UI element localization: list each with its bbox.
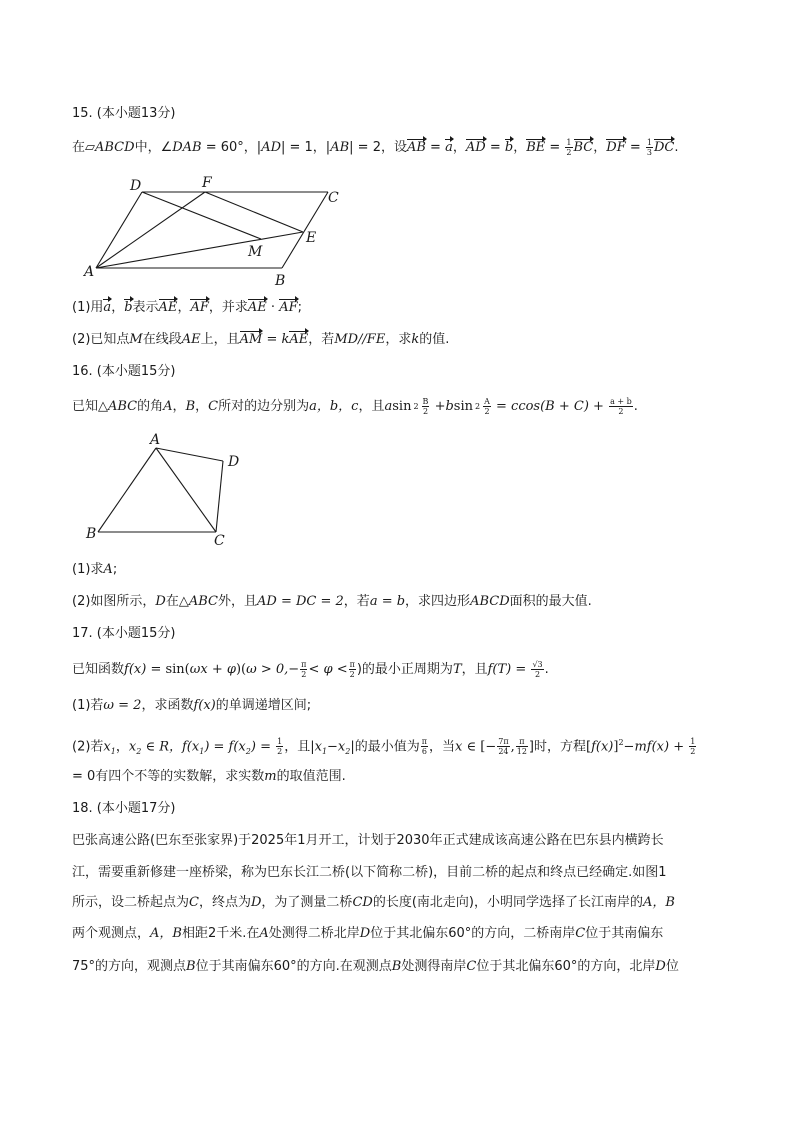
- q18-line2: 江，需要重新修建一座桥梁，称为巴东长江二桥(以下简称二桥)，目前二桥的起点和终点已经确定.如图1: [72, 865, 667, 880]
- label-B: B: [275, 273, 286, 289]
- q17-sub2-line2: = 0有四个不等的实数解，求实数m的取值范围.: [72, 769, 346, 784]
- q15-stem: 在▱ABCD中，∠DAB = 60°，|AD| = 1，|AB| = 2，设AB = a，AD = b，BE = $\frac{1}{2}$ BC，DF = $\frac{1}{3}$ DC.: [72, 138, 679, 157]
- edge-CA: [156, 448, 216, 532]
- q18-line4: 两个观测点，A，B相距2千米.在A处测得二桥北岸D位于其北偏东60°的方向，二桥南岸C位于其南偏东: [72, 926, 664, 941]
- q17-stem: 已知函数f(x) = sin(ωx + φ)(ω > 0,− $\frac{\pi}{2}$ < φ < $\frac{\pi}{2}$ )的最小正周期为T，且f(T) = $\frac{√3}{2}$ .: [72, 660, 549, 679]
- edge-AD: [156, 448, 223, 461]
- q18-line5: 75°的方向，观测点B位于其南偏东60°的方向.在观测点B处测得南岸C位于其北偏东60°的方向，北岸D位: [72, 959, 679, 974]
- label-A: A: [84, 264, 95, 280]
- label-B: B: [86, 526, 97, 542]
- label-D: D: [228, 454, 240, 470]
- label-M: M: [248, 244, 263, 260]
- label-C: C: [214, 533, 225, 548]
- q15-sub2: (2)已知点M在线段AE上，且AM = kAE，若MD//FE，求k的值.: [72, 330, 449, 350]
- q16-quadrilateral-figure: [80, 430, 260, 548]
- q15-parallelogram-figure: [78, 172, 358, 292]
- edge-DA: [96, 192, 142, 268]
- segment-AE: [96, 232, 303, 268]
- q18-line3: 所示，设二桥起点为C，终点为D，为了测量二桥CD的长度(南北走向)，小明同学选择了长江南岸的A，B: [72, 895, 675, 910]
- q16-stem: 已知△ABC的角A，B，C所对的边分别为a，b，c，且asin 2 $\frac{B}{2}$ +bsin 2 $\frac{A}{2}$ = ccos(B + C) + $\frac{a + b}{2}$ .: [72, 397, 638, 416]
- label-A: A: [150, 432, 161, 448]
- q17-sub1: (1)若ω = 2，求函数f(x)的单调递增区间;: [72, 698, 312, 713]
- label-E: E: [306, 230, 317, 246]
- q16-sub1: (1)求A;: [72, 562, 118, 577]
- q18-line1: 巴张高速公路(巴东至张家界)于2025年1月开工，计划于2030年正式建成该高速公路在巴东县内横跨长: [72, 833, 664, 848]
- q18-header: 18. (本小题17分): [72, 801, 176, 816]
- label-F: F: [202, 175, 212, 191]
- q17-sub2-line1: (2)若$x_1$，$x_2$ ∈ R，$f(x_1) = f(x_2)$ = $\frac{1}{2}$ ，且$|x_1-x_2|$的最小值为 $\frac{\pi}{6}$ ，当x ∈ [− $\frac{7\pi}{24}$ , $\frac{\pi}{12}$ ]时，方程$[f(x)]^2-mf(x)$ + $\frac{1}{2}$: [72, 737, 696, 757]
- edge-BC: [282, 192, 328, 268]
- q15-sub1: (1)用a，b表示AE，AF，并求AE · AF;: [72, 298, 302, 318]
- label-D: D: [130, 178, 142, 194]
- edge-DC: [216, 461, 223, 532]
- q16-sub2: (2)如图所示，D在△ABC外，且AD = DC = 2，若a = b，求四边形ABCD面积的最大值.: [72, 594, 592, 609]
- segment-DM: [142, 192, 261, 239]
- segment-AF: [96, 192, 205, 268]
- q15-header: 15. (本小题13分): [72, 106, 176, 121]
- edge-AB: [98, 448, 156, 532]
- q16-header: 16. (本小题15分): [72, 364, 176, 379]
- label-C: C: [328, 190, 339, 206]
- q17-header: 17. (本小题15分): [72, 626, 176, 641]
- segment-FE: [205, 192, 303, 232]
